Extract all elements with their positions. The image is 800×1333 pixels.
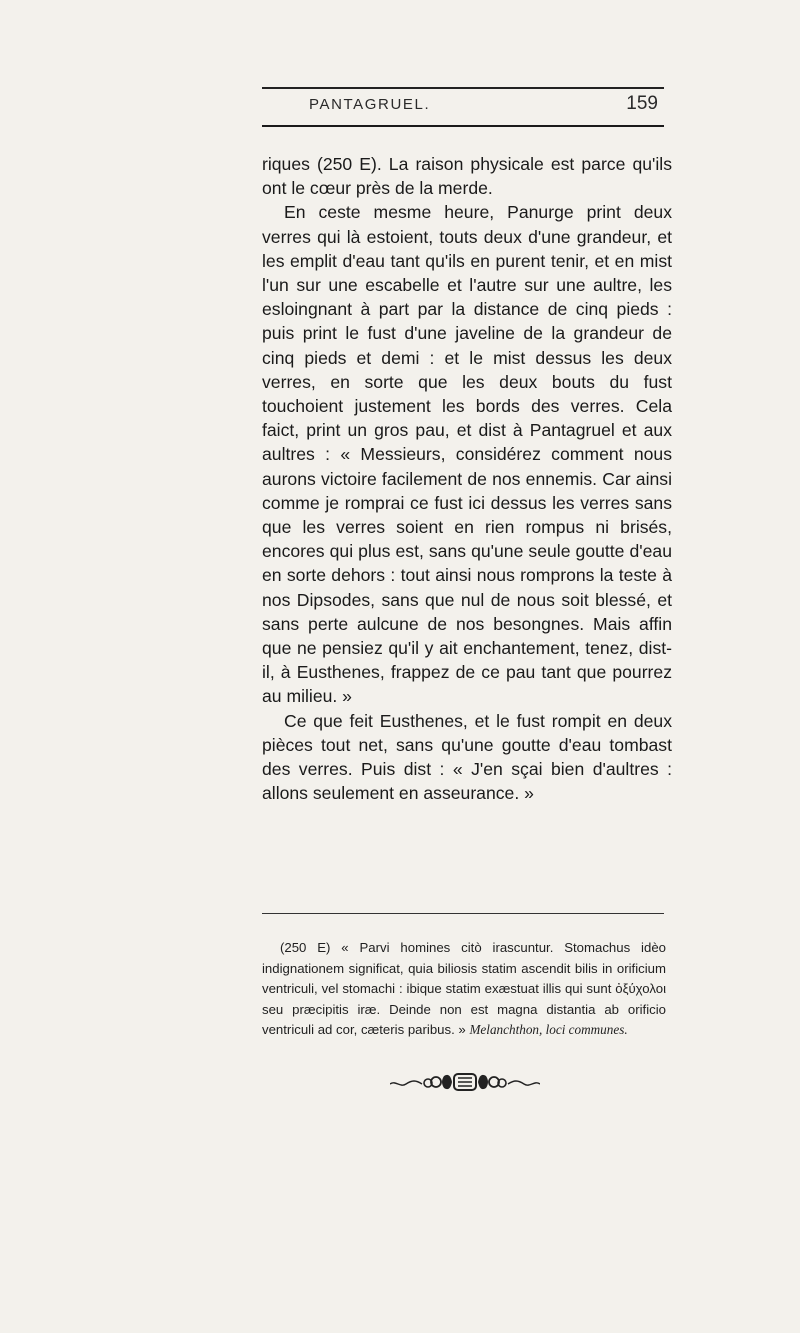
main-text (262, 152, 672, 805)
page-number: 159 (626, 93, 658, 114)
footnote-rule (262, 913, 664, 914)
footnote-reference: Melanchthon, loci communes. (469, 1022, 628, 1037)
ornamental-vignette-icon (390, 1072, 540, 1092)
paragraph: riques (250 E). La raison physicale est parce qu'ils ont le cœur près de la merde. (262, 154, 672, 199)
running-head (265, 94, 660, 118)
paragraph: Ce que feit Eusthenes, et le fust rompit en deux pièces tout net, sans qu'une goutte d'eau tombast des verres. Puis dist : « J'en sçai bien d'aultres : allons seulement en asseurance. » (262, 710, 672, 804)
footnote-text: (250 E) « Parvi homines citò irascuntur. Stomachus idèo indignationem significat, quia biliosis statim ascendit bilis in orificium ventriculi, vel stomachi : ibique statim exæstuat illis qui sunt ὀξύχολοι seu præcipitis iræ. Deinde non est magna distantia ab orificio ventriculi ad cor, cæteris paribus. » (262, 940, 666, 1037)
footnote (262, 938, 666, 1041)
paragraph: En ceste mesme heure, Panurge print deux verres qui là estoient, touts deux d'une grandeur, et les emplit d'eau tant qu'ils en purent tenir, et en mist l'un sur une escabelle et l'autre sur une aultre, les esloingnant à part par la distance de cinq pieds : puis print le fust d'une javeline de la grandeur de cinq pieds et demi : et le mist dessus les deux verres, en sorte que les deux bouts du fust touchoient justement les bords des verres. Cela faict, print un gros pau, et dist à Pantagruel et aux aultres : « Messieurs, considérez comment nous aurons victoire facilement de nos ennemis. Car ainsi comme je romprai ce fust ici dessus les verres sans que les verres soient en rien rompus ni brisés, encores qui plus est, sans qu'une seule goutte d'eau en sorte dehors : tout ainsi nous romprons la teste à nos Dipsodes, sans que nul de nous soit blessé, et sans perte aulcune de nos besongnes. Mais affin que ne pensiez qu'il y ait enchantement, tenez, dist-il, à Eusthenes, frappez de ce pau tant que pourrez au milieu. » (262, 202, 672, 707)
header-rule (262, 125, 664, 127)
running-title: PANTAGRUEL. (309, 96, 431, 113)
top-rule (262, 87, 664, 89)
